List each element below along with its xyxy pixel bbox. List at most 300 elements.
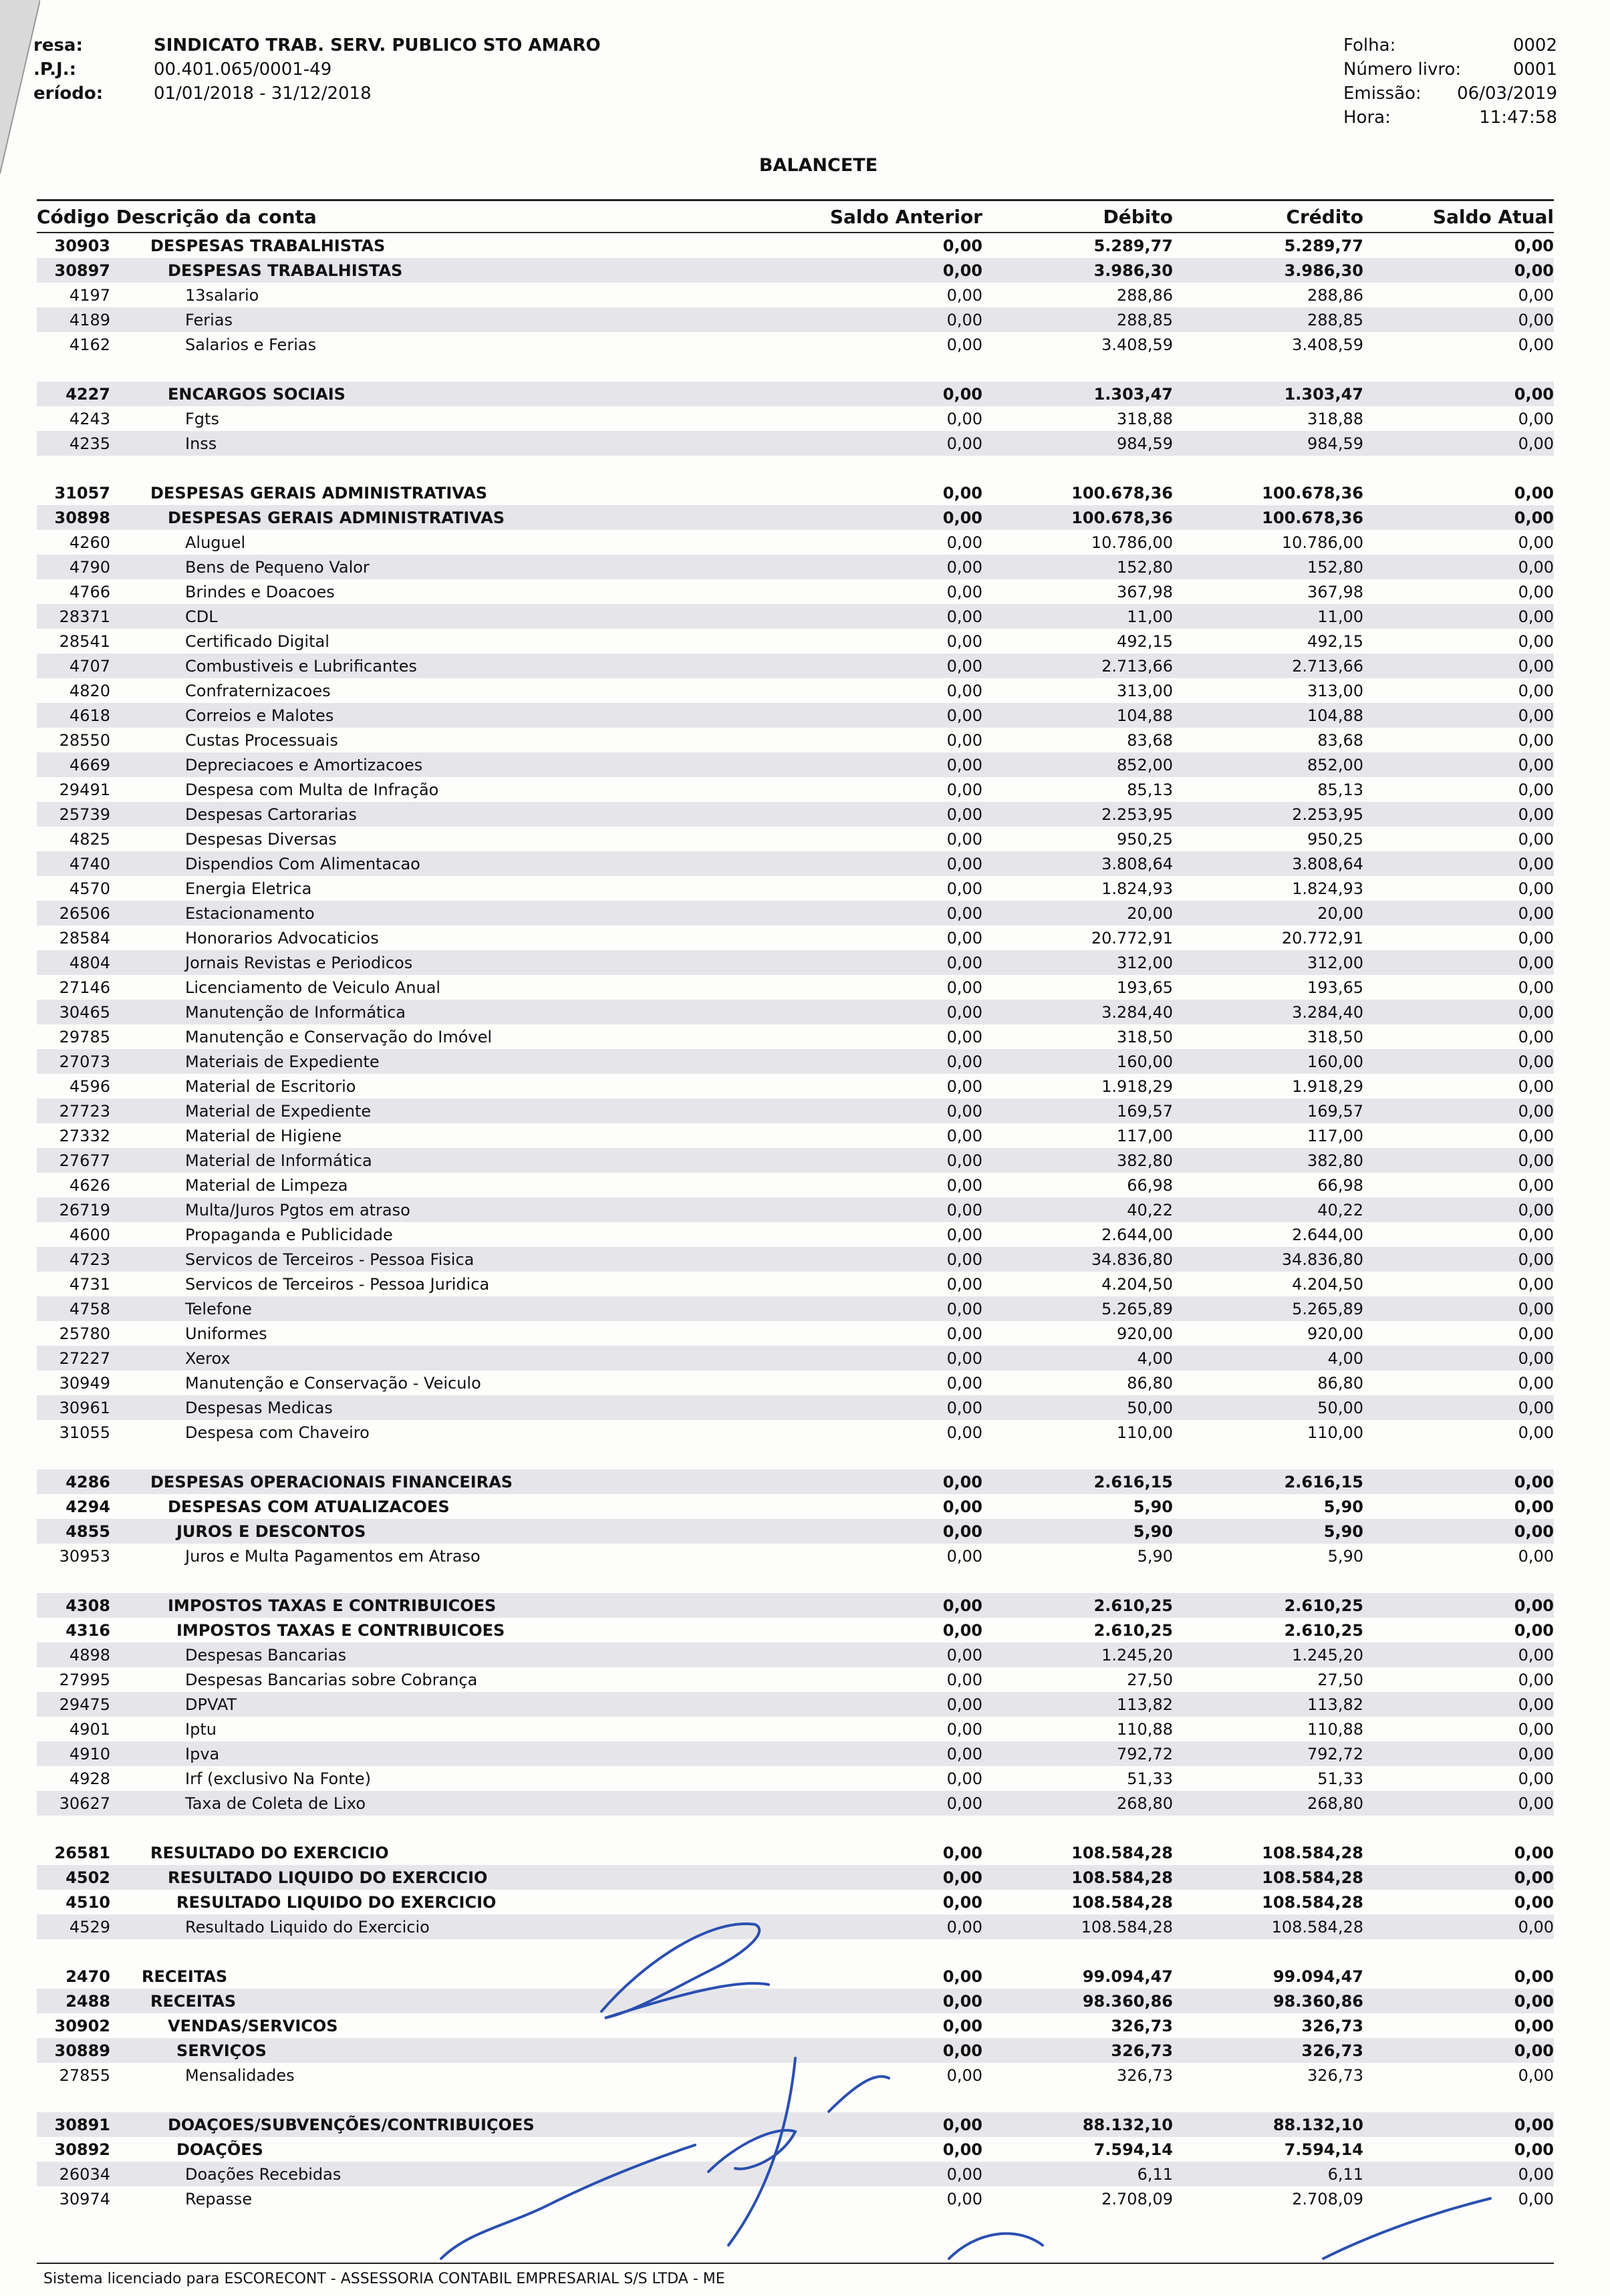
cell-saldo-atual: 0,00 [1518,1744,1554,1763]
cell-saldo-atual: 0,00 [1514,236,1554,255]
cell-code: 4910 [69,1744,110,1763]
cell-credito: 4.204,50 [1292,1274,1363,1294]
cell-credito: 66,98 [1317,1175,1363,1195]
cell-saldo-atual: 0,00 [1518,1027,1554,1046]
table-row [37,1123,1554,1148]
table-row [37,1667,1554,1692]
cell-debito: 2.713,66 [1101,656,1173,676]
cell-saldo-atual: 0,00 [1514,2041,1554,2060]
table-row [37,1766,1554,1791]
cell-debito: 83,68 [1127,730,1173,750]
cell-saldo-atual: 0,00 [1518,1052,1554,1071]
cell-saldo-anterior: 0,00 [942,508,982,527]
table-row [37,530,1554,555]
cell-code: 2488 [65,1991,110,2011]
cell-code: 30953 [59,1546,110,1566]
cell-credito: 108.584,28 [1262,1843,1363,1862]
cell-code: 4825 [69,829,110,849]
cell-debito: 50,00 [1127,1398,1173,1417]
cell-saldo-atual: 0,00 [1518,310,1554,329]
cell-description: Despesa com Chaveiro [185,1423,370,1442]
cell-code: 4618 [69,706,110,725]
cell-description: DESPESAS OPERACIONAIS FINANCEIRAS [150,1472,513,1491]
table-row [37,777,1554,802]
cell-description: DESPESAS COM ATUALIZACOES [168,1497,450,1516]
cell-saldo-anterior: 0,00 [946,978,982,997]
cell-code: 4723 [69,1250,110,1269]
cell-debito: 288,86 [1117,285,1173,305]
cell-saldo-atual: 0,00 [1514,1892,1554,1912]
cell-credito: 1.245,20 [1292,1645,1363,1665]
cell-credito: 2.644,00 [1292,1225,1363,1244]
cell-description: Iptu [185,1719,217,1739]
cell-credito: 152,80 [1307,557,1363,577]
table-row [37,1741,1554,1766]
cell-description: Honorarios Advocaticios [185,928,379,948]
cell-description: Correios e Malotes [185,706,334,725]
cell-saldo-anterior: 0,00 [946,557,982,577]
table-row [37,1197,1554,1222]
cell-saldo-anterior: 0,00 [942,483,982,503]
period-value: 01/01/2018 - 31/12/2018 [154,84,372,104]
cell-code: 4740 [69,854,110,873]
cell-description: Custas Processuais [185,730,338,750]
cell-credito: 40,22 [1317,1200,1363,1219]
folha-label: Folha: [1343,35,1396,55]
table-row [37,1593,1554,1618]
cell-credito: 5,90 [1323,1497,1363,1516]
cell-description: Material de Informática [185,1151,372,1170]
cell-description: JUROS E DESCONTOS [176,1522,366,1541]
cell-credito: 792,72 [1307,1744,1363,1763]
cell-description: Ferias [185,310,233,329]
cell-debito: 108.584,28 [1071,1843,1173,1862]
table-row [37,1395,1554,1420]
cell-description: Material de Limpeza [185,1175,348,1195]
cell-saldo-atual: 0,00 [1518,730,1554,750]
cell-code: 27332 [59,1126,110,1145]
cell-description: Despesas Medicas [185,1398,333,1417]
cell-saldo-atual: 0,00 [1518,1175,1554,1195]
cell-debito: 20,00 [1127,903,1173,923]
cell-credito: 920,00 [1307,1324,1363,1343]
table-row [37,1544,1554,1568]
cell-credito: 4,00 [1327,1348,1363,1368]
cell-debito: 5.289,77 [1093,236,1173,255]
cell-saldo-atual: 0,00 [1514,1967,1554,1986]
table-row [37,1346,1554,1371]
cell-description: VENDAS/SERVICOS [168,2016,338,2035]
table-row [37,1024,1554,1049]
cell-saldo-anterior: 0,00 [946,656,982,676]
cell-debito: 3.408,59 [1101,335,1173,354]
cell-saldo-atual: 0,00 [1514,384,1554,404]
cell-credito: 2.610,25 [1284,1596,1363,1615]
cell-code: 30961 [59,1398,110,1417]
cell-debito: 2.610,25 [1093,1620,1173,1640]
cell-saldo-anterior: 0,00 [946,1002,982,1022]
cell-code: 4294 [65,1497,110,1516]
table-row [37,1000,1554,1024]
cell-saldo-atual: 0,00 [1518,780,1554,799]
cell-code: 31057 [54,483,110,503]
cell-description: Telefone [185,1299,252,1318]
cell-code: 4804 [69,953,110,972]
cell-saldo-anterior: 0,00 [946,285,982,305]
cell-code: 27677 [59,1151,110,1170]
cell-code: 30903 [54,236,110,255]
cell-description: Materiais de Expediente [185,1052,380,1071]
cell-code: 4928 [69,1769,110,1788]
cell-credito: 3.986,30 [1284,261,1363,280]
row-spacer [37,2088,1554,2112]
cell-saldo-atual: 0,00 [1518,1126,1554,1145]
table-row [37,480,1554,505]
cell-saldo-anterior: 0,00 [946,879,982,898]
table-row [37,1247,1554,1272]
cell-code: 4189 [69,310,110,329]
cell-code: 26581 [54,1843,110,1862]
table-row [37,1296,1554,1321]
cnpj-value: 00.401.065/0001-49 [154,59,332,80]
cell-debito: 367,98 [1117,582,1173,601]
cell-saldo-anterior: 0,00 [946,1274,982,1294]
cell-saldo-atual: 0,00 [1518,582,1554,601]
col-descricao: Descrição da conta [116,205,317,228]
cell-debito: 2.708,09 [1101,2189,1173,2208]
cell-credito: 2.610,25 [1284,1620,1363,1640]
cell-description: Bens de Pequeno Valor [185,557,370,577]
cell-debito: 2.644,00 [1101,1225,1173,1244]
cell-description: Uniformes [185,1324,267,1343]
cell-code: 4529 [69,1917,110,1936]
cell-code: 4316 [65,1620,110,1640]
cell-saldo-anterior: 0,00 [946,1151,982,1170]
cell-description: Servicos de Terceiros - Pessoa Juridica [185,1274,490,1294]
cell-debito: 5.265,89 [1101,1299,1173,1318]
cell-code: 27723 [59,1101,110,1121]
cell-credito: 3.284,40 [1292,1002,1363,1022]
header-book-info [1343,33,1557,130]
cell-debito: 100.678,36 [1071,483,1173,503]
cell-saldo-anterior: 0,00 [946,1175,982,1195]
cell-debito: 193,65 [1117,978,1173,997]
cell-debito: 268,80 [1117,1793,1173,1813]
cell-saldo-atual: 0,00 [1518,1250,1554,1269]
table-row [37,2063,1554,2088]
cell-description: Inss [185,434,217,453]
cell-debito: 318,50 [1117,1027,1173,1046]
cell-description: ENCARGOS SOCIAIS [168,384,346,404]
cell-debito: 2.610,25 [1093,1596,1173,1615]
cell-code: 26719 [59,1200,110,1219]
company-name: SINDICATO TRAB. SERV. PUBLICO STO AMARO [154,35,601,55]
table-row [37,925,1554,950]
cell-debito: 492,15 [1117,631,1173,651]
cell-description: RECEITAS [150,1991,237,2011]
cell-saldo-anterior: 0,00 [946,1324,982,1343]
cell-saldo-atual: 0,00 [1518,1002,1554,1022]
cell-saldo-atual: 0,00 [1518,631,1554,651]
header-company-info [33,33,601,106]
cell-saldo-anterior: 0,00 [946,1200,982,1219]
cell-debito: 113,82 [1117,1695,1173,1714]
cell-debito: 382,80 [1117,1151,1173,1170]
cell-description: Licenciamento de Veiculo Anual [185,978,441,997]
cell-debito: 51,33 [1127,1769,1173,1788]
cell-saldo-atual: 0,00 [1514,1868,1554,1887]
table-row [37,1989,1554,2013]
cell-description: Jornais Revistas e Periodicos [185,953,413,972]
cell-description: Manutenção e Conservação - Veiculo [185,1373,481,1393]
livro-label: Número livro: [1343,59,1462,80]
table-body [37,233,1554,2211]
cell-saldo-atual: 0,00 [1514,1472,1554,1491]
cell-saldo-atual: 0,00 [1514,261,1554,280]
cell-credito: 312,00 [1307,953,1363,972]
table-row [37,1173,1554,1197]
cell-debito: 792,72 [1117,1744,1173,1763]
cell-saldo-atual: 0,00 [1518,607,1554,626]
cell-debito: 40,22 [1127,1200,1173,1219]
cell-debito: 160,00 [1117,1052,1173,1071]
cell-credito: 100.678,36 [1262,508,1363,527]
cell-debito: 3.986,30 [1093,261,1173,280]
cell-saldo-atual: 0,00 [1518,1423,1554,1442]
cell-credito: 5.265,89 [1292,1299,1363,1318]
cell-credito: 1.303,47 [1284,384,1363,404]
cell-debito: 66,98 [1127,1175,1173,1195]
cell-debito: 1.303,47 [1093,384,1173,404]
cell-credito: 326,73 [1307,2065,1363,2085]
cell-description: Despesas Bancarias sobre Cobrança [185,1670,478,1689]
cell-saldo-atual: 0,00 [1518,1917,1554,1936]
cell-code: 31055 [59,1423,110,1442]
table-row [37,1519,1554,1544]
cell-code: 27855 [59,2065,110,2085]
table-row [37,307,1554,332]
cell-description: Mensalidades [185,2065,295,2085]
cell-description: Estacionamento [185,903,315,923]
cell-code: 4855 [65,1522,110,1541]
cell-saldo-atual: 0,00 [1518,1645,1554,1665]
table-row [37,1099,1554,1123]
cell-saldo-anterior: 0,00 [942,1967,982,1986]
cell-code: 26506 [59,903,110,923]
cell-saldo-anterior: 0,00 [942,1868,982,1887]
cell-credito: 5.289,77 [1284,236,1363,255]
cell-saldo-anterior: 0,00 [946,533,982,552]
cell-saldo-anterior: 0,00 [942,1522,982,1541]
cell-code: 30891 [54,2115,110,2134]
cell-credito: 110,88 [1307,1719,1363,1739]
cell-credito: 7.594,14 [1284,2140,1363,2159]
table-row [37,654,1554,678]
cell-credito: 160,00 [1307,1052,1363,1071]
cell-credito: 88.132,10 [1272,2115,1363,2134]
cell-saldo-atual: 0,00 [1518,1719,1554,1739]
cell-description: Manutenção de Informática [185,1002,406,1022]
cell-saldo-anterior: 0,00 [946,1126,982,1145]
cell-saldo-anterior: 0,00 [946,1348,982,1368]
cell-saldo-atual: 0,00 [1518,1670,1554,1689]
cell-credito: 382,80 [1307,1151,1363,1170]
cell-description: Confraternizacoes [185,681,331,700]
cell-credito: 108.584,28 [1262,1892,1363,1912]
cell-saldo-anterior: 0,00 [942,236,982,255]
cell-saldo-atual: 0,00 [1514,508,1554,527]
cell-credito: 3.808,64 [1292,854,1363,873]
cell-saldo-atual: 0,00 [1518,1077,1554,1096]
cell-saldo-anterior: 0,00 [946,755,982,774]
table-row [37,1618,1554,1642]
cell-debito: 4.204,50 [1101,1274,1173,1294]
cell-saldo-anterior: 0,00 [946,1250,982,1269]
cell-code: 4898 [69,1645,110,1665]
cell-saldo-anterior: 0,00 [942,2041,982,2060]
cell-saldo-anterior: 0,00 [946,730,982,750]
table-row [37,629,1554,654]
cell-saldo-atual: 0,00 [1514,1991,1554,2011]
table-row [37,1371,1554,1395]
cell-debito: 11,00 [1127,607,1173,626]
cell-description: Energia Eletrica [185,879,312,898]
cell-code: 30465 [59,1002,110,1022]
cell-saldo-atual: 0,00 [1514,1620,1554,1640]
cell-credito: 50,00 [1317,1398,1363,1417]
cell-description: Resultado Liquido do Exercicio [185,1917,430,1936]
col-debito: Débito [1103,205,1173,228]
cell-code: 29475 [59,1695,110,1714]
cell-saldo-anterior: 0,00 [946,903,982,923]
cell-credito: 984,59 [1307,434,1363,453]
cell-saldo-atual: 0,00 [1514,2140,1554,2159]
cell-code: 28550 [59,730,110,750]
cell-debito: 1.245,20 [1101,1645,1173,1665]
cell-saldo-anterior: 0,00 [946,1398,982,1417]
table-row [37,555,1554,579]
cell-debito: 312,00 [1117,953,1173,972]
cell-code: 4510 [65,1892,110,1912]
cell-description: Servicos de Terceiros - Pessoa Fisica [185,1250,475,1269]
table-row [37,505,1554,530]
table-row [37,233,1554,258]
cell-debito: 6,11 [1137,2164,1173,2184]
table-row [37,1494,1554,1519]
emissao-label: Emissão: [1343,84,1422,104]
cell-description: CDL [185,607,218,626]
table-row [37,827,1554,851]
cell-code: 4707 [69,656,110,676]
cell-saldo-anterior: 0,00 [946,1077,982,1096]
cell-saldo-anterior: 0,00 [942,1991,982,2011]
table-row [37,703,1554,728]
hora-label: Hora: [1343,108,1391,128]
cell-credito: 318,88 [1307,409,1363,428]
cell-debito: 326,73 [1111,2041,1173,2060]
cell-saldo-atual: 0,00 [1518,681,1554,700]
livro-value: 0001 [1512,59,1557,80]
cell-code: 28371 [59,607,110,626]
cell-saldo-anterior: 0,00 [946,1546,982,1566]
cell-saldo-atual: 0,00 [1518,1546,1554,1566]
cell-description: DESPESAS TRABALHISTAS [168,261,403,280]
col-saldo-atual: Saldo Atual [1432,205,1554,228]
cell-saldo-anterior: 0,00 [946,1373,982,1393]
table-row [37,1321,1554,1346]
cell-saldo-atual: 0,00 [1518,1200,1554,1219]
table-row [37,1964,1554,1989]
table-row [37,901,1554,925]
cell-saldo-atual: 0,00 [1518,1151,1554,1170]
cell-debito: 7.594,14 [1093,2140,1173,2159]
table-row [37,728,1554,752]
cell-code: 4901 [69,1719,110,1739]
cell-saldo-atual: 0,00 [1518,1101,1554,1121]
table-row [37,579,1554,604]
table-row [37,1222,1554,1247]
cell-debito: 20.772,91 [1091,928,1173,948]
table-row [37,1840,1554,1865]
col-codigo: Código [37,205,110,228]
cell-code: 4308 [65,1596,110,1615]
cell-credito: 2.713,66 [1292,656,1363,676]
cell-credito: 100.678,36 [1262,483,1363,503]
table-row [37,1642,1554,1667]
cell-debito: 1.918,29 [1101,1077,1173,1096]
table-row [37,1692,1554,1717]
cell-code: 4162 [69,335,110,354]
cell-saldo-anterior: 0,00 [942,1596,982,1615]
cell-saldo-anterior: 0,00 [946,1670,982,1689]
cell-saldo-anterior: 0,00 [946,854,982,873]
table-row [37,1272,1554,1296]
cell-saldo-atual: 0,00 [1514,1497,1554,1516]
cell-credito: 852,00 [1307,755,1363,774]
cell-code: 4286 [65,1472,110,1491]
cell-code: 4669 [69,755,110,774]
cell-saldo-anterior: 0,00 [946,409,982,428]
cell-code: 4260 [69,533,110,552]
column-header-row [37,201,1554,233]
cell-code: 28541 [59,631,110,651]
cell-credito: 34.836,80 [1281,1250,1363,1269]
cell-code: 4820 [69,681,110,700]
table-row [37,258,1554,283]
cell-credito: 367,98 [1307,582,1363,601]
col-saldo-anterior: Saldo Anterior [829,205,982,228]
cell-saldo-atual: 0,00 [1518,533,1554,552]
cell-debito: 5,90 [1133,1522,1173,1541]
cell-credito: 20.772,91 [1281,928,1363,948]
cell-saldo-anterior: 0,00 [946,1719,982,1739]
cell-debito: 950,25 [1117,829,1173,849]
cell-saldo-anterior: 0,00 [946,706,982,725]
cell-credito: 2.708,09 [1292,2189,1363,2208]
cell-saldo-atual: 0,00 [1514,2016,1554,2035]
cell-credito: 104,88 [1307,706,1363,725]
cell-saldo-atual: 0,00 [1518,1769,1554,1788]
cell-code: 29785 [59,1027,110,1046]
cell-code: 25780 [59,1324,110,1343]
cell-code: 4197 [69,285,110,305]
cell-debito: 110,00 [1117,1423,1173,1442]
cell-saldo-atual: 0,00 [1518,1274,1554,1294]
cell-saldo-atual: 0,00 [1518,879,1554,898]
cell-description: Material de Expediente [185,1101,372,1121]
cell-credito: 313,00 [1307,681,1363,700]
cell-saldo-atual: 0,00 [1518,1373,1554,1393]
